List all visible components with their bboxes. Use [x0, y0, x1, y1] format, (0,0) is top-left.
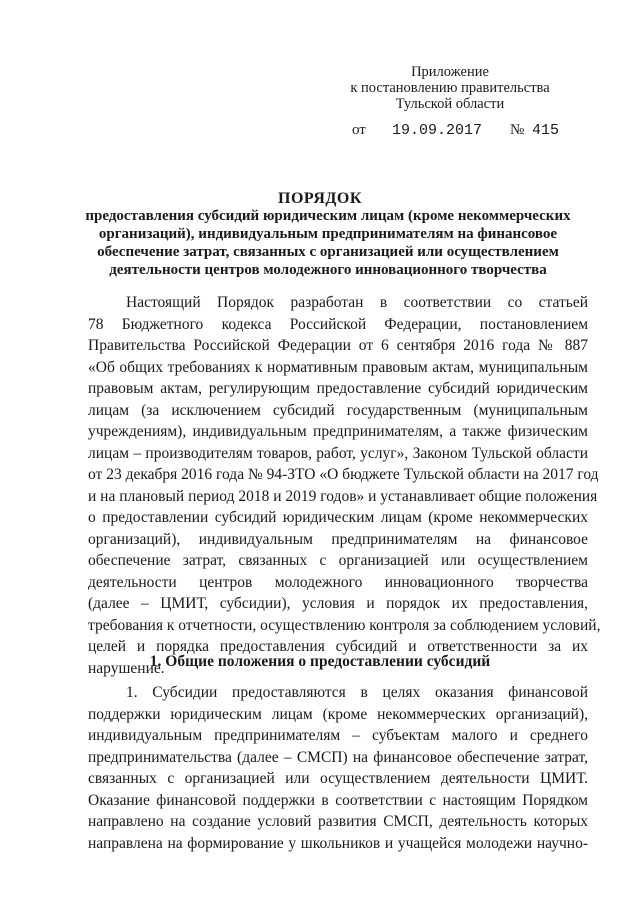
decree-number: 415 — [532, 122, 560, 139]
decree-date: 19.09.2017 — [392, 122, 483, 139]
text-line: предпринимательства (далее – СМСП) на финансовое обеспечение затрат, — [88, 748, 588, 766]
decree-number-sign: № — [510, 122, 525, 138]
subtitle-line: деятельности центров молодежного инновационного творчества — [109, 262, 547, 278]
appendix-line: к постановлению правительства — [350, 80, 550, 96]
text-line: направлено на создание условий развития СМСП, деятельность которых — [88, 813, 588, 830]
text-line: 1. Субсидии предоставляются в целях оказания финансовой — [126, 684, 588, 701]
text-line: (далее – ЦМИТ, субсидии), условия и порядок их предоставления, — [88, 595, 588, 612]
text-line: организаций), индивидуальным предпринимателям на финансовое — [88, 530, 588, 548]
text-line: от 23 декабря 2016 года № 94-ЗТО «О бюджете Тульской области на 2017 год — [88, 466, 599, 483]
subtitle-line: предоставления субсидий юридическим лицам (кроме некоммерческих — [85, 208, 571, 224]
subtitle-line: обеспечение затрат, связанных с организацией или осуществлением — [97, 244, 559, 260]
subtitle-line: организаций), индивидуальным предпринимателям на финансовое — [98, 226, 558, 242]
text-line: «Об общих требованиях к нормативным правовым актам, муниципальным — [88, 358, 588, 376]
appendix-line: Приложение — [411, 64, 489, 80]
paragraph-1 — [88, 682, 588, 854]
decree-from-label: от — [352, 122, 366, 138]
text-line: правовым актам, регулирующим предоставление субсидий юридическим — [88, 380, 588, 397]
text-line: требования к отчетности, осуществлению контроля за соблюдением условий, — [88, 616, 601, 634]
text-line: лицам (за исключением субсидий государственным (муниципальным — [88, 401, 588, 419]
text-line: обеспечение затрат, связанных с организацией или осуществлением — [88, 552, 588, 569]
section-heading: 1. Общие положения о предоставлении субсидий — [149, 653, 491, 670]
text-line: индивидуальным предпринимателям – субъектам малого и среднего — [88, 727, 588, 744]
intro-paragraph — [88, 292, 601, 679]
text-line: нарушение. — [88, 659, 165, 677]
appendix-line: Тульской области — [395, 96, 505, 112]
appendix-header — [290, 64, 610, 112]
text-line: поддержки юридическим лицам (кроме некоммерческих организаций), — [88, 705, 588, 723]
text-line: Оказание финансовой поддержки в соответствии с настоящим Порядком — [88, 791, 588, 809]
text-line: Настоящий Порядок разработан в соответствии со статьей — [126, 294, 588, 311]
text-line: 78 Бюджетного кодекса Российской Федерации, постановлением — [88, 315, 588, 333]
text-line: лицам – производителям товаров, работ, услуг», Законом Тульской области — [88, 444, 588, 462]
text-line: направлена на формирование у школьников и учащейся молодежи научно- — [88, 834, 588, 852]
text-line: целей и порядка предоставления субсидий и ответственности за их — [88, 638, 588, 655]
document-subtitle — [78, 207, 578, 279]
text-line: и на плановый период 2018 и 2019 годов» и устанавливает общие положения — [88, 487, 598, 505]
text-line: о предоставлении субсидий юридическим лицам (кроме некоммерческих — [88, 509, 588, 526]
text-line: учреждениям), индивидуальным предпринимателям, а также физическим — [88, 423, 588, 440]
text-line: деятельности центров молодежного инновационного творчества — [88, 573, 588, 591]
text-line: связанных с организацией или осуществлением деятельности ЦМИТ. — [88, 770, 588, 787]
text-line: Правительства Российской Федерации от 6 сентября 2016 года № 887 — [88, 337, 588, 354]
document-title: ПОРЯДОК — [278, 190, 362, 207]
